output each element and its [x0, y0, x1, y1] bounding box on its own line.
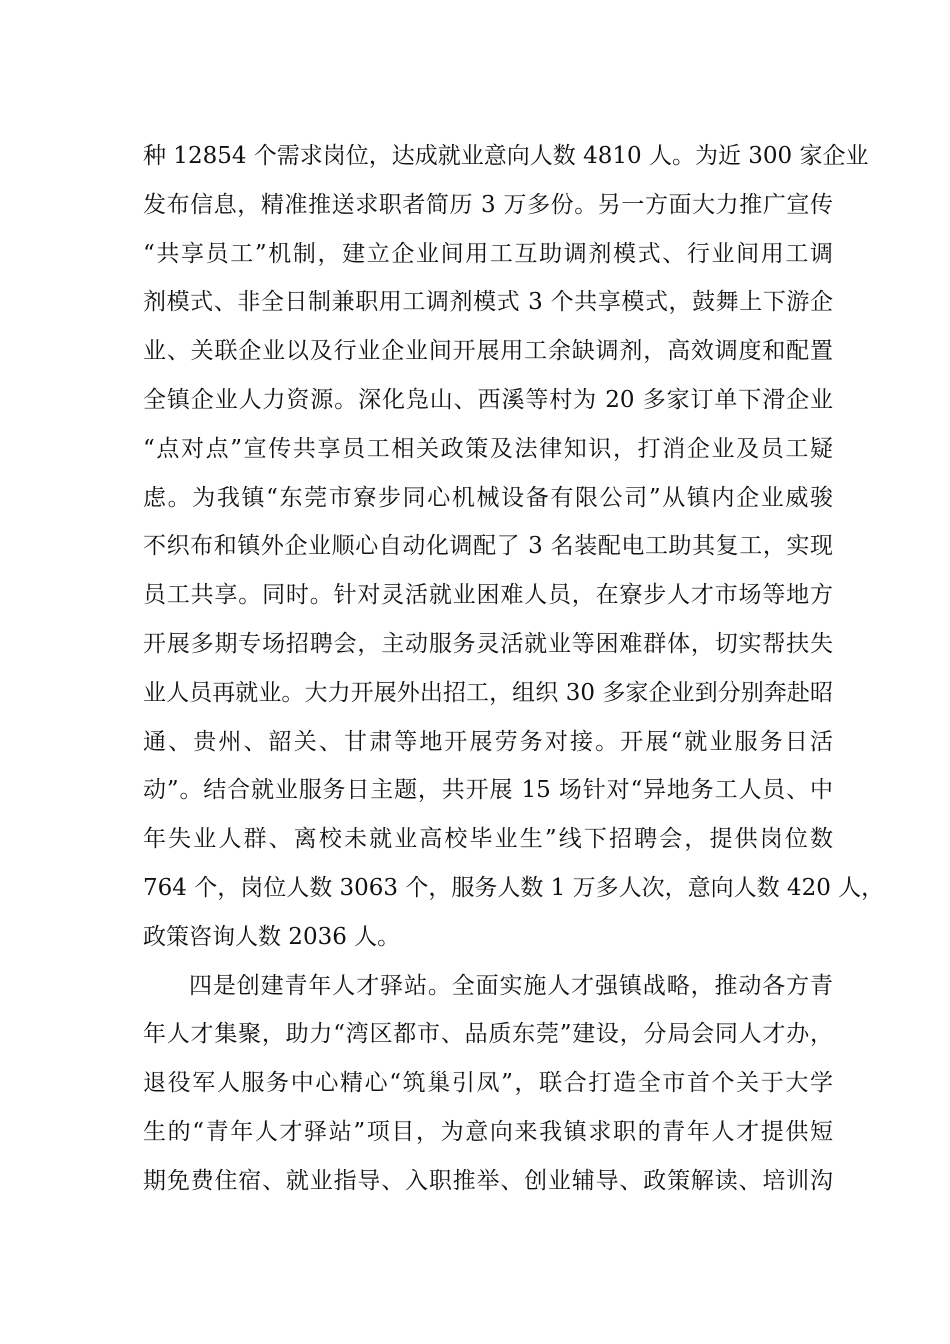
paragraph-1-line-3: “共享员工”机制，建立企业间用工互助调剂模式、行业间用工调 — [143, 240, 833, 267]
paragraph-1-line-5: 业、关联企业以及行业企业间开展用工余缺调剂，高效调度和配置 — [143, 338, 833, 365]
paragraph-1-line-17: 政策咨询人数 2036 人。 — [143, 923, 401, 950]
paragraph-1-line-10: 员工共享。同时。针对灵活就业困难人员，在寮步人才市场等地方 — [143, 582, 833, 609]
paragraph-1-line-13: 通、贵州、韶关、甘肃等地开展劳务对接。开展“就业服务日活 — [143, 728, 833, 755]
paragraph-1-line-16: 764 个，岗位人数 3063 个，服务人数 1 万多人次，意向人数 420 人， — [143, 874, 885, 901]
paragraph-2-line-4: 生的“青年人才驿站”项目，为意向来我镇求职的青年人才提供短 — [143, 1118, 833, 1145]
paragraph-1-line-15: 年失业人群、离校未就业高校毕业生”线下招聘会，提供岗位数 — [143, 826, 833, 853]
paragraph-2-line-5: 期免费住宿、就业指导、入职推举、创业辅导、政策解读、培训沟 — [143, 1167, 833, 1194]
paragraph-1-line-4: 剂模式、非全日制兼职用工调剂模式 3 个共享模式，鼓舞上下游企 — [143, 289, 833, 316]
paragraph-1-line-6: 全镇企业人力资源。深化凫山、西溪等村为 20 多家订单下滑企业 — [143, 386, 833, 413]
paragraph-1-line-1: 种 12854 个需求岗位，达成就业意向人数 4810 人。为近 300 家企业 — [143, 143, 869, 169]
paragraph-1-line-11: 开展多期专场招聘会，主动服务灵活就业等困难群体，切实帮扶失 — [143, 630, 833, 657]
paragraph-2-line-2: 年人才集聚，助力“湾区都市、品质东莞”建设，分局会同人才办， — [143, 1021, 833, 1048]
paragraph-1-line-2: 发布信息，精准推送求职者简历 3 万多份。另一方面大力推广宣传 — [143, 191, 833, 218]
paragraph-1-line-14: 动”。结合就业服务日主题，共开展 15 场针对“异地务工人员、中 — [143, 777, 833, 804]
document-body — [143, 132, 885, 1206]
paragraph-1-line-12: 业人员再就业。大力开展外出招工，组织 30 多家企业到分别奔赴昭 — [143, 679, 833, 706]
paragraph-2-line-3: 退役军人服务中心精心“筑巢引凤”，联合打造全市首个关于大学 — [143, 1070, 833, 1097]
paragraph-1-line-8: 虑。为我镇“东莞市寮步同心机械设备有限公司”从镇内企业威骏 — [143, 484, 833, 511]
paragraph-1-line-7: “点对点”宣传共享员工相关政策及法律知识，打消企业及员工疑 — [143, 435, 833, 462]
paragraph-2-line-1: 四是创建青年人才驿站。全面实施人才强镇战略，推动各方青 — [189, 972, 833, 999]
paragraph-1-line-9: 不织布和镇外企业顺心自动化调配了 3 名装配电工助其复工，实现 — [143, 533, 833, 560]
